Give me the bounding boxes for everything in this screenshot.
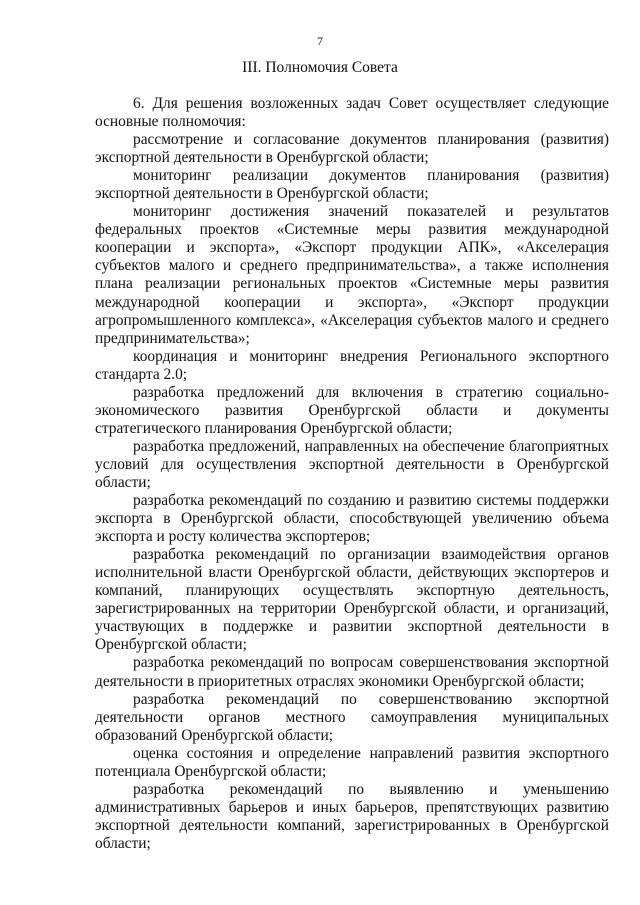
page-number: 7 <box>317 34 323 48</box>
paragraph-export-standard: координация и мониторинг внедрения Регионального экспортного стандарта 2.0; <box>95 347 609 383</box>
paragraph-administrative-barriers: разработка рекомендаций по выявлению и уменьшению административных барьеров и иных барьеров, препятствующих развитию экспортной деятельности компаний, зарегистрированных в Оренбургской области; <box>95 780 609 852</box>
section-heading: III. Полномочия Совета <box>242 59 398 76</box>
paragraph-federal-projects-monitoring: мониторинг достижения значений показателей и результатов федеральных проектов «Системные меры развития международной кооперации и экспорта», «Экспорт продукции АПК», «Акселерация субъектов малого и среднего предпринимательства», а также исполнения плана реализации региональных проектов «Системные меры развития международной кооперации и экспорта», «Экспорт продукции агропромышленного комплекса», «Акселерация субъектов малого и среднего предпринимательства»; <box>95 203 609 347</box>
paragraph-planning-review: рассмотрение и согласование документов планирования (развития) экспортной деятельности в Оренбургской области; <box>95 131 609 167</box>
paragraph-powers-intro: 6. Для решения возложенных задач Совет осуществляет следующие основные полномочия: <box>95 95 609 131</box>
document-body <box>95 95 609 853</box>
paragraph-local-government: разработка рекомендаций по совершенствованию экспортной деятельности органов местного самоуправления муниципальных образований Оренбургской области; <box>95 690 609 744</box>
paragraph-strategy-proposals: разработка предложений для включения в стратегию социально-экономического развития Оренбургской области и документы стратегического планирования Оренбургской области; <box>95 383 609 437</box>
paragraph-export-potential: оценка состояния и определение направлений развития экспортного потенциала Оренбургской области; <box>95 744 609 780</box>
paragraph-export-support-system: разработка рекомендаций по созданию и развитию системы поддержки экспорта в Оренбургской области, способствующей увеличению объема экспорта и росту количества экспортеров; <box>95 492 609 546</box>
paragraph-favorable-conditions: разработка предложений, направленных на обеспечение благоприятных условий для осуществления экспортной деятельности в Оренбургской области; <box>95 437 609 491</box>
paragraph-interaction-organization: разработка рекомендаций по организации взаимодействия органов исполнительной власти Оренбургской области, действующих экспортеров и компаний, планирующих осуществлять экспортную деятельность, зарегистрированных на территории Оренбургской области, и организаций, участвующих в поддержке и развитии экспортной деятельности в Оренбургской области; <box>95 546 609 654</box>
paragraph-priority-sectors: разработка рекомендаций по вопросам совершенствования экспортной деятельности в приоритетных отраслях экономики Оренбургской области; <box>95 654 609 690</box>
paragraph-planning-monitoring: мониторинг реализации документов планирования (развития) экспортной деятельности в Оренбургской области; <box>95 167 609 203</box>
